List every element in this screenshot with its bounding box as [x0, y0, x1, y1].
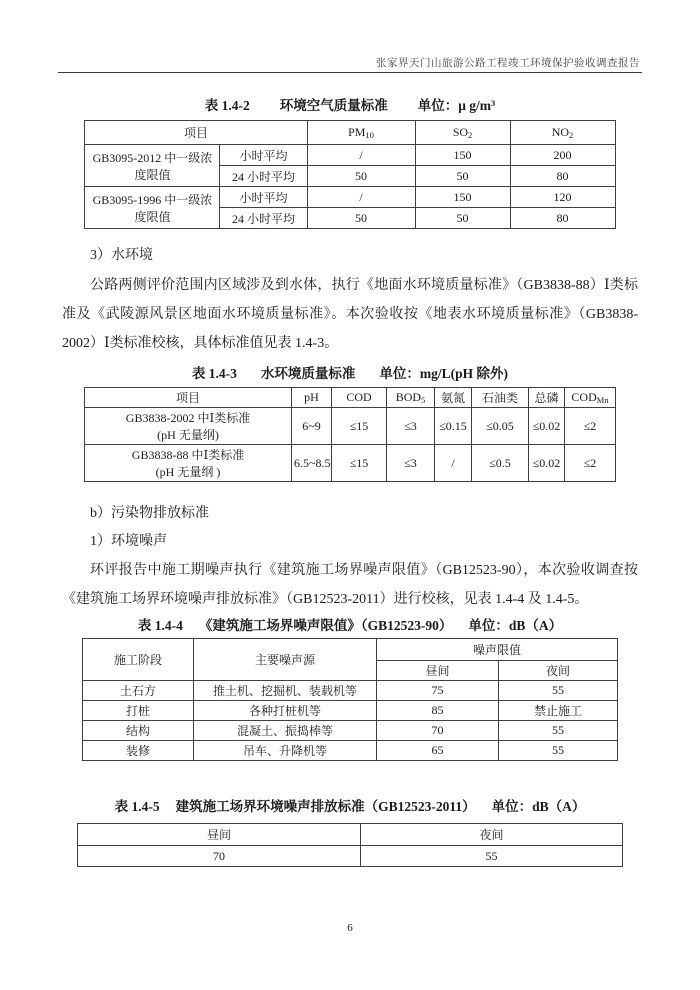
table-header-row [78, 824, 623, 846]
table-cell: / [307, 187, 415, 208]
caption-label: 表 1.4-4 [137, 618, 183, 633]
table-cell: 24 小时平均 [220, 208, 307, 229]
table-cell: 50 [307, 166, 415, 187]
table-cell: 结构 [82, 721, 193, 741]
header-cell-item: 项目 [85, 388, 292, 408]
table-cell: 55 [498, 741, 617, 761]
table-cell: 55 [498, 681, 617, 701]
caption-unit: 单位：dB（A） [468, 618, 563, 633]
header-cell-cod: COD [332, 388, 387, 408]
standard-name-cell: GB3838-2002 中Ⅰ类标准 (pH 无量纲) [85, 408, 292, 445]
header-cell-ammonia: 氨氮 [435, 388, 472, 408]
table-cell: 打桩 [82, 701, 193, 721]
table-cell: ≤0.02 [529, 408, 565, 445]
header-cell-petroleum: 石油类 [472, 388, 529, 408]
table-cell: 65 [376, 741, 498, 761]
table-cell: 70 [78, 846, 361, 867]
table-header-row [85, 388, 616, 408]
table-cell: 75 [376, 681, 498, 701]
table-cell: 85 [376, 701, 498, 721]
table-cell: 6~9 [292, 408, 332, 445]
table-row [82, 721, 617, 741]
header-cell-item: 项目 [85, 121, 307, 145]
header-cell-pm10: $PM_{10}$ [307, 121, 415, 145]
table-cell: / [435, 445, 472, 482]
caption-title: 水环境质量标准 [260, 366, 356, 381]
caption-label: 表 1.4-3 [191, 366, 237, 381]
table-row [82, 741, 617, 761]
water-paragraph: 公路两侧评价范围内区域涉及到水体，执行《地面水环境质量标准》（GB3838-88）Ⅰ类标准及《武陵源风景区地面水环境质量标准》。本次验收按《地表水环境质量标准》（GB3838-2002）Ⅰ类标准校核，具体标准值见表 1.4-3。 [62, 278, 638, 351]
table-row [85, 408, 616, 445]
table-cell: 各种打桩机等 [193, 701, 376, 721]
caption-title: 环境空气质量标准 [279, 98, 388, 113]
caption-title: 《建筑施工场界噪声限值》（GB12523-90） [198, 618, 453, 633]
noise-limit-table [82, 638, 618, 761]
table-cell: ≤3 [387, 408, 435, 445]
header-cell-so2: $SO_2$ [415, 121, 510, 145]
table-cell: 150 [415, 187, 510, 208]
group-label-cell: GB3095-2012 中一级浓度限值 [85, 145, 220, 187]
table-cell: ≤0.15 [435, 408, 472, 445]
table-cell: 混凝土、振捣棒等 [193, 721, 376, 741]
noise-limit-caption [62, 614, 638, 634]
table-cell: 土石方 [82, 681, 193, 701]
header-cell-daytime: 昼间 [376, 661, 498, 681]
table-cell: 50 [307, 208, 415, 229]
table-cell: 吊车、升降机等 [193, 741, 376, 761]
header-cell-daytime: 昼间 [78, 824, 361, 846]
table-row [85, 445, 616, 482]
table-header-row [82, 639, 617, 661]
section-heading-noise: 1）环境噪声 [90, 534, 167, 549]
standard-name-cell: GB3838-88 中Ⅰ类标准 (pH 无量纲 ) [85, 445, 292, 482]
table-row [85, 145, 615, 166]
table-cell: 150 [415, 145, 510, 166]
table-cell: ≤15 [332, 408, 387, 445]
table-cell: 小时平均 [220, 187, 307, 208]
header-cell-nighttime: 夜间 [498, 661, 617, 681]
air-table-caption [62, 94, 638, 114]
table-cell: ≤0.5 [472, 445, 529, 482]
table-cell: 55 [361, 846, 623, 867]
header-cell-bod5: $BOD_5$ [387, 388, 435, 408]
header-cell-ph: pH [292, 388, 332, 408]
table-cell: ≤2 [565, 408, 616, 445]
caption-unit: 单位：mg/L(pH 除外) [379, 366, 509, 381]
group-label-cell: GB3095-1996 中一级浓度限值 [85, 187, 220, 229]
table-cell: ≤0.05 [472, 408, 529, 445]
caption-unit: 单位：dB（A） [491, 799, 586, 814]
header-cell-source: 主要噪声源 [193, 639, 376, 681]
running-header: 张家界天门山旅游公路工程竣工环境保护验收调查报告 [376, 58, 640, 69]
table-row [78, 846, 623, 867]
header-cell-limit: 噪声限值 [376, 639, 617, 661]
page-content [62, 86, 638, 867]
table-cell: ≤3 [387, 445, 435, 482]
table-cell: ≤0.02 [529, 445, 565, 482]
header-cell-no2: $NO_2$ [510, 121, 615, 145]
header-cell-phosphorus: 总磷 [529, 388, 565, 408]
section-heading-water: 3）水环境 [90, 248, 153, 263]
table-cell: 小时平均 [220, 145, 307, 166]
table-cell: 24 小时平均 [220, 166, 307, 187]
noise-emission-table [77, 823, 623, 867]
table-cell: 推土机、挖掘机、装载机等 [193, 681, 376, 701]
caption-label: 表 1.4-5 [114, 799, 160, 814]
water-quality-table [84, 387, 616, 482]
table-cell: ≤2 [565, 445, 616, 482]
noise-paragraph: 环评报告中施工期噪声执行《建筑施工场界噪声限值》（GB12523-90），本次验收调查按《建筑施工场界环境噪声排放标准》（GB12523-2011）进行校核，见表 1.4-4 及 1.4-5。 [62, 563, 638, 607]
noise-emission-caption [62, 795, 638, 815]
table-cell: 装修 [82, 741, 193, 761]
page-number: 6 [347, 922, 353, 934]
caption-label: 表 1.4-2 [204, 98, 250, 113]
caption-unit: 单位：μ $g/m^3$ [417, 98, 496, 113]
table-cell: 80 [510, 208, 615, 229]
header-cell-codmn: $COD_{Mn}$ [565, 388, 616, 408]
header-cell-stage: 施工阶段 [82, 639, 193, 681]
table-cell: 50 [415, 208, 510, 229]
table-cell: 200 [510, 145, 615, 166]
table-cell: ≤15 [332, 445, 387, 482]
table-cell: 禁止施工 [498, 701, 617, 721]
table-cell: 120 [510, 187, 615, 208]
table-row [85, 187, 615, 208]
table-cell: 70 [376, 721, 498, 741]
caption-title: 建筑施工场界环境噪声排放标准（GB12523-2011） [175, 799, 476, 814]
table-header-row [85, 121, 615, 145]
table-cell: 50 [415, 166, 510, 187]
table-cell: / [307, 145, 415, 166]
header-rule [58, 72, 642, 73]
header-cell-nighttime: 夜间 [361, 824, 623, 846]
table-row [82, 681, 617, 701]
table-cell: 55 [498, 721, 617, 741]
air-quality-table [84, 120, 615, 229]
section-heading-pollutant: b）污染物排放标准 [90, 506, 209, 521]
table-cell: 6.5~8.5 [292, 445, 332, 482]
table-cell: 80 [510, 166, 615, 187]
water-table-caption [62, 362, 638, 382]
table-row [82, 701, 617, 721]
